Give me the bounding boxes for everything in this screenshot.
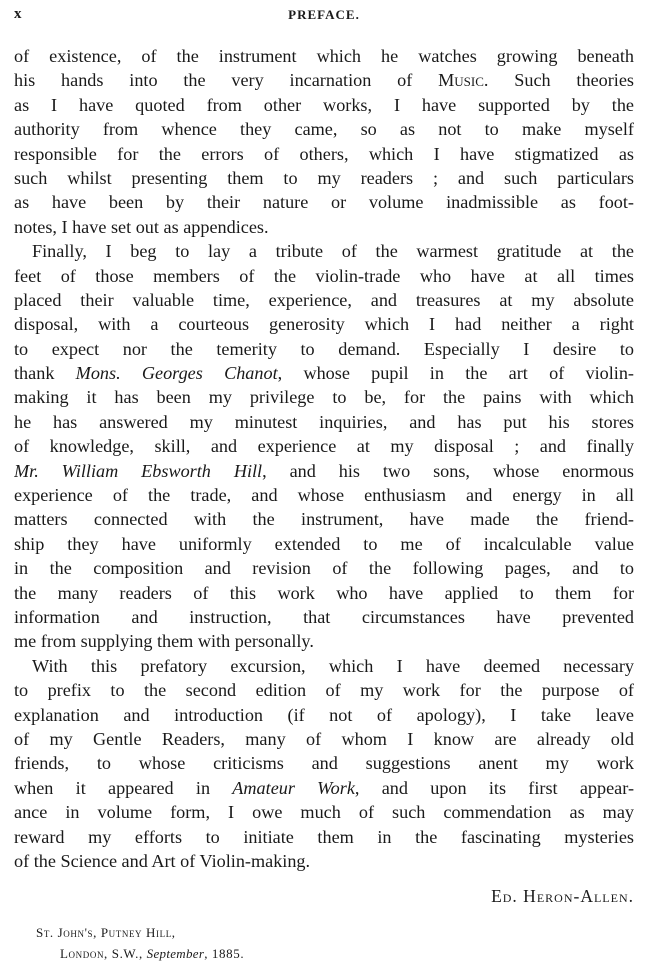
dateline-address <box>36 922 244 964</box>
line-text: to expect nor the temerity to demand. Especially I desire to <box>14 338 634 359</box>
line-text: the many readers of this work who have applied to them for <box>14 582 634 603</box>
line-text: , whose pupil in the art of violin- <box>277 363 634 384</box>
address-month: September <box>146 946 205 961</box>
text-line <box>14 312 634 336</box>
line-text: of the Science and Art of Violin-making. <box>14 850 311 871</box>
preface-text <box>14 44 634 873</box>
address-year: , 1885. <box>204 946 245 961</box>
line-text: authority from whence they came, so as not to make myself <box>14 119 634 140</box>
line-text: me from supplying them with personally. <box>14 631 314 652</box>
line-text: explanation and introduction (if not of apology), I take leave <box>14 704 634 725</box>
address-city: London, S.W., <box>60 946 147 961</box>
line-text: , and upon its first appear- <box>354 777 634 798</box>
line-text: feet of those members of the violin-trade who have at all times <box>14 265 634 286</box>
running-head: PREFACE. <box>288 7 360 22</box>
text-line <box>14 776 634 800</box>
text-line <box>14 385 634 409</box>
text-line <box>14 727 634 751</box>
text-line <box>14 44 634 68</box>
page-number: x <box>14 6 22 22</box>
line-text: as have been by their nature or volume inadmissible as foot- <box>14 192 634 213</box>
line-text: when it appeared in <box>14 777 233 798</box>
text-line <box>14 507 634 531</box>
text-line <box>14 849 634 873</box>
address-line: St. John's, Putney Hill, <box>36 925 176 940</box>
text-line <box>14 239 634 263</box>
text-line <box>14 361 634 385</box>
line-text: matters connected with the instrument, have made the friend- <box>14 509 634 530</box>
text-line <box>14 190 634 214</box>
author-signature: Ed. Heron-Allen. <box>491 886 634 906</box>
italic-name-hill: Mr. William Ebsworth Hill <box>14 460 263 481</box>
line-text: to prefix to the second edition of my work for the purpose of <box>14 680 634 701</box>
text-line <box>14 215 634 239</box>
line-text: in the composition and revision of the following pages, and to <box>14 558 634 579</box>
text-line <box>14 483 634 507</box>
line-text: ance in volume form, I owe much of such commendation as may <box>14 802 634 823</box>
text-line <box>14 337 634 361</box>
text-line <box>14 654 634 678</box>
line-text: he has answered my minutest inquiries, and has put his stores <box>14 411 634 432</box>
text-line <box>14 434 634 458</box>
line-text: notes, I have set out as appendices. <box>14 216 269 237</box>
text-line <box>14 288 634 312</box>
line-text: as I have quoted from other works, I have supported by the <box>14 94 634 115</box>
line-text: of knowledge, skill, and experience at my disposal ; and finally <box>14 436 634 457</box>
line-text: Finally, I beg to lay a tribute of the warmest gratitude at the <box>32 241 634 262</box>
italic-title-amateur-work: Amateur Work <box>232 777 355 798</box>
line-text: thank <box>14 363 76 384</box>
text-line <box>14 68 634 92</box>
line-text: such whilst presenting them to my readers ; and such particulars <box>14 167 634 188</box>
small-caps-music: Music <box>438 70 484 91</box>
text-line <box>14 142 634 166</box>
text-line <box>14 605 634 629</box>
text-line <box>14 93 634 117</box>
line-text: With this prefatory excursion, which I have deemed necessary <box>32 655 634 676</box>
text-line <box>14 800 634 824</box>
address-line <box>36 943 244 964</box>
line-text: friends, to whose criticisms and suggestions anent my work <box>14 753 634 774</box>
text-line <box>14 556 634 580</box>
line-text: ship they have uniformly extended to me of incalculable value <box>14 533 634 554</box>
text-line <box>14 532 634 556</box>
text-line <box>14 703 634 727</box>
page-header <box>14 6 634 26</box>
line-text: reward my efforts to initiate them in the fascinating mysteries <box>14 826 634 847</box>
line-text: disposal, with a courteous generosity which I had neither a right <box>14 314 634 335</box>
line-text: experience of the trade, and whose enthusiasm and energy in all <box>14 485 634 506</box>
italic-name-chanot: Mons. Georges Chanot <box>75 363 278 384</box>
line-text: responsible for the errors of others, which I have stigmatized as <box>14 143 634 164</box>
line-text: information and instruction, that circumstances have prevented <box>14 606 634 627</box>
text-line <box>14 166 634 190</box>
line-text: placed their valuable time, experience, and treasures at my absolute <box>14 289 634 310</box>
text-line <box>14 751 634 775</box>
text-line <box>14 825 634 849</box>
line-text: . Such theories <box>483 70 634 91</box>
text-line <box>14 629 634 653</box>
text-line <box>14 117 634 141</box>
line-text: , and his two sons, whose enormous <box>262 460 634 481</box>
text-line <box>14 459 634 483</box>
line-text: of existence, of the instrument which he watches growing beneath <box>14 46 634 66</box>
text-line <box>14 678 634 702</box>
text-line <box>14 410 634 434</box>
line-text: of my Gentle Readers, many of whom I know are already old <box>14 728 634 749</box>
line-text: making it has been my privilege to be, for the pains with which <box>14 387 634 408</box>
text-line <box>14 264 634 288</box>
line-text: his hands into the very incarnation of <box>14 70 439 91</box>
text-line <box>14 581 634 605</box>
